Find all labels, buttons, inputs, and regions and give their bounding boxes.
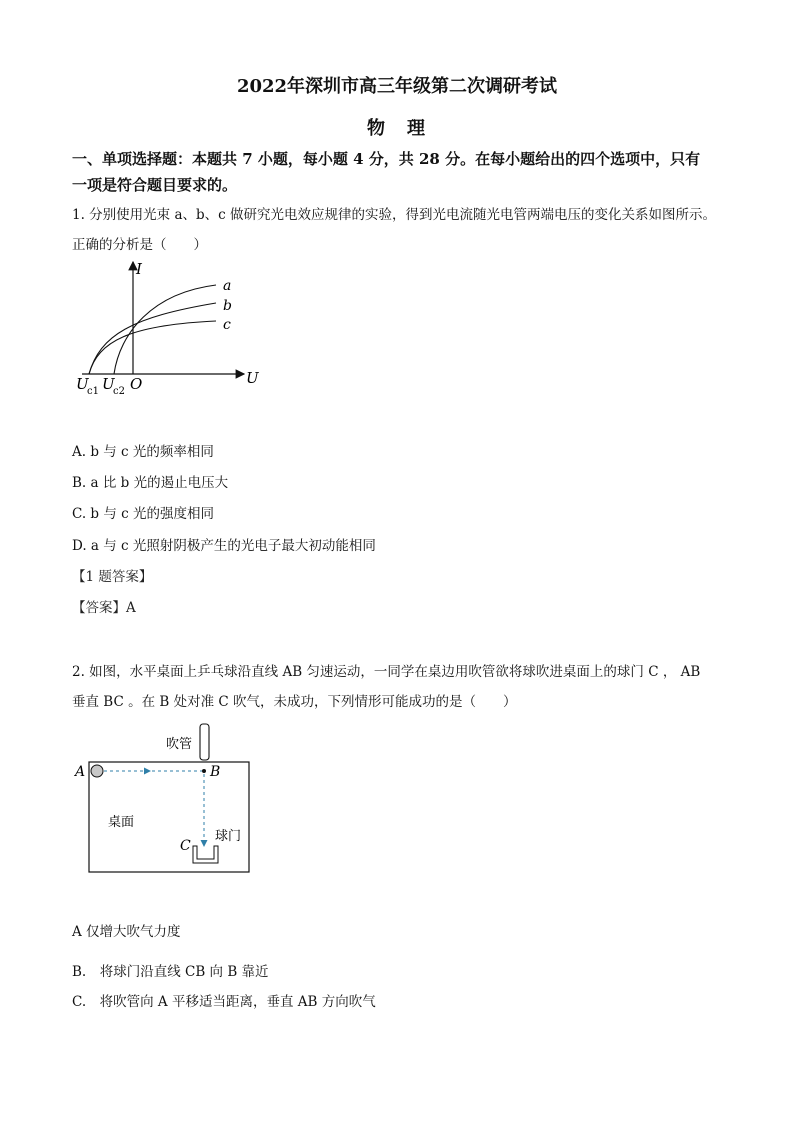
section-heading-line1: 一、单项选择题：本题共 7 小题，每小题 4 分，共 28 分。在每小题给出的四个选项中，只有 [72,150,701,168]
q2-table-diagram [72,718,257,878]
q1-answer: 【答案】A [72,600,136,616]
q1-stem-line2: 正确的分析是（ ） [72,237,207,253]
point-b-label: B [210,764,221,780]
curve-a [114,285,216,374]
curve-c-lower [89,321,216,374]
blow-tube [200,724,209,760]
q2-stem-line1: 2. 如图，水平桌面上乒乓球沿直线 AB 匀速运动，一同学在桌边用吹管欲将球吹进桌面上的球门 C ， AB [72,664,701,680]
axis-u-label: U [246,369,259,387]
origin-label: O [130,375,143,393]
uc1-label: U [76,375,89,393]
q2-option-c: C. 将吹管向 A 平移适当距离，垂直 AB 方向吹气 [72,994,376,1010]
point-a-label: A [75,764,86,780]
ping-pong-ball [91,765,103,777]
point-c-label: C [180,838,191,854]
tube-label: 吹管 [166,737,193,752]
subject-heading: 物 理 [367,118,427,139]
axis-i-label: I [136,260,142,278]
section-heading-line2: 一项是符合题目要求的。 [72,176,238,194]
curve-label-c: c [223,317,231,333]
curve-c [89,303,216,374]
goal-label: 球门 [215,829,242,844]
q1-iu-graph [72,255,272,405]
page-title: 2022年深圳市高三年级第二次调研考试 [236,76,558,97]
curve-label-b: b [223,298,232,314]
q1-stem-line1: 1. 分别使用光束 a、b、c 做研究光电效应规律的实验，得到光电流随光电管两端电压的变化关系如图所示。 [72,207,717,223]
q2-stem-line2: 垂直 BC 。在 B 处对准 C 吹气，未成功，下列情形可能成功的是（ ） [72,694,517,710]
uc1-subscript: c1 [87,386,99,397]
q1-option-c: C. b 与 c 光的强度相同 [72,506,215,522]
uc2-subscript: c2 [113,386,125,397]
uc2-label: U [102,375,115,393]
q1-option-d: D. a 与 c 光照射阴极产生的光电子最大初动能相同 [72,538,376,554]
point-b-dot [202,769,206,773]
table-label: 桌面 [108,815,135,830]
q2-option-b: B. 将球门沿直线 CB 向 B 靠近 [72,964,269,980]
q1-answer-tag: 【1 题答案】 [72,569,153,585]
q1-option-b: B. a 比 b 光的遏止电压大 [72,475,229,491]
q2-option-a: A 仅增大吹气力度 [72,924,181,940]
curve-label-a: a [223,278,232,294]
q1-option-a: A. b 与 c 光的频率相同 [72,444,214,460]
